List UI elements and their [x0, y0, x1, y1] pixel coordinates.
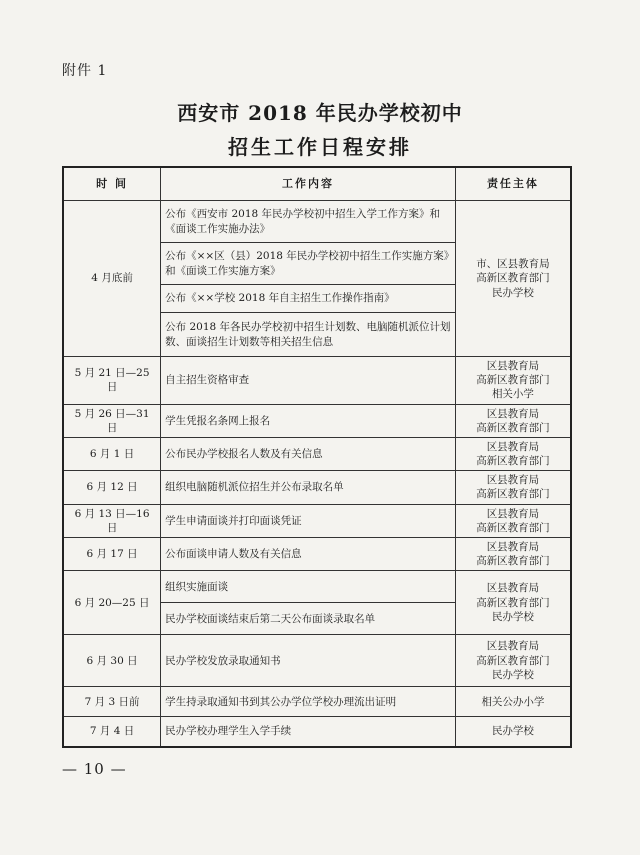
content-cell: 民办学校办理学生入学手续 [161, 717, 456, 747]
responsible-line: 民办学校 [491, 610, 534, 623]
table-row [63, 717, 571, 747]
responsible-cell [455, 471, 571, 504]
content-cell: 公布《××区（县）2018 年民办学校初中招生工作实施方案》和《面谈工作实施方案》 [161, 243, 456, 285]
responsible-line: 区县教育局 [486, 474, 540, 487]
content-cell: 公布 2018 年各民办学校初中招生计划数、电脑随机派位计划数、面谈招生计划数等相关招生信息 [161, 313, 456, 357]
responsible-line: 高新区教育部门 [476, 488, 550, 501]
content-cell: 公布《××学校 2018 年自主招生工作操作指南》 [161, 285, 456, 313]
responsible-line: 高新区教育部门 [476, 654, 550, 667]
content-cell: 学生申请面谈并打印面谈凭证 [161, 504, 456, 537]
header-time: 时 间 [63, 167, 161, 201]
table-row [63, 687, 571, 717]
responsible-line: 高新区教育部门 [476, 374, 550, 387]
schedule-table [62, 166, 572, 748]
responsible-line: 高新区教育部门 [476, 521, 550, 534]
responsible-cell [455, 537, 571, 570]
responsible-cell [455, 504, 571, 537]
table-row [63, 437, 571, 470]
content-cell: 组织实施面谈 [161, 571, 456, 603]
responsible-line: 区县教育局 [486, 640, 540, 653]
responsible-cell [455, 635, 571, 687]
table-row [63, 571, 571, 603]
table-row [63, 201, 571, 243]
page-number: — 10 — [62, 760, 127, 778]
responsible-line: 高新区教育部门 [476, 555, 550, 568]
table-row [63, 471, 571, 504]
responsible-line: 区县教育局 [486, 540, 540, 553]
header-responsible: 责任主体 [455, 167, 571, 201]
responsible-line: 民办学校 [491, 286, 534, 299]
time-cell: 6 月 17 日 [63, 537, 161, 570]
content-cell: 民办学校发放录取通知书 [161, 635, 456, 687]
responsible-line: 区县教育局 [486, 407, 540, 420]
content-cell: 公布《西安市 2018 年民办学校初中招生入学工作方案》和《面谈工作实施办法》 [161, 201, 456, 243]
time-cell: 7 月 3 日前 [63, 687, 161, 717]
responsible-cell [455, 357, 571, 405]
table-row [63, 404, 571, 437]
content-cell: 自主招生资格审查 [161, 357, 456, 405]
content-cell: 学生持录取通知书到其公办学位学校办理流出证明 [161, 687, 456, 717]
responsible-line: 民办学校 [491, 668, 534, 681]
time-cell: 4 月底前 [63, 201, 161, 357]
responsible-line: 区县教育局 [486, 360, 540, 372]
time-cell: 6 月 20—25 日 [63, 571, 161, 635]
table-row [63, 635, 571, 687]
responsible-line: 高新区教育部门 [476, 421, 550, 434]
content-cell: 公布民办学校报名人数及有关信息 [161, 437, 456, 470]
table-row [63, 357, 571, 405]
responsible-line: 高新区教育部门 [476, 455, 550, 468]
content-cell: 学生凭报名条网上报名 [161, 404, 456, 437]
responsible-line: 民办学校 [491, 725, 534, 738]
responsible-line: 相关小学 [491, 388, 534, 401]
time-cell: 6 月 1 日 [63, 437, 161, 470]
responsible-cell [455, 717, 571, 747]
attachment-label: 附件 1 [62, 63, 108, 79]
responsible-line: 区县教育局 [486, 582, 540, 595]
responsible-cell [455, 687, 571, 717]
header-content: 工作内容 [161, 167, 456, 201]
responsible-line: 市、区县教育局 [476, 258, 550, 271]
responsible-line: 相关公办小学 [481, 695, 545, 708]
time-cell: 5 月 26 日—31 日 [63, 404, 161, 437]
content-cell: 民办学校面谈结束后第二天公布面谈录取名单 [161, 603, 456, 635]
time-cell: 6 月 12 日 [63, 471, 161, 504]
responsible-cell [455, 437, 571, 470]
responsible-line: 高新区教育部门 [476, 596, 550, 609]
table-row [63, 504, 571, 537]
time-cell: 5 月 21 日—25 日 [63, 357, 161, 405]
responsible-cell [455, 201, 571, 357]
responsible-line: 区县教育局 [486, 440, 540, 453]
table-header-row [63, 167, 571, 201]
time-cell: 6 月 13 日—16 日 [63, 504, 161, 537]
time-cell: 7 月 4 日 [63, 717, 161, 747]
content-cell: 组织电脑随机派位招生并公布录取名单 [161, 471, 456, 504]
responsible-cell [455, 571, 571, 635]
responsible-line: 高新区教育部门 [476, 272, 550, 285]
document-title-line-2: 招生工作日程安排 [228, 135, 412, 159]
content-cell: 公布面谈申请人数及有关信息 [161, 537, 456, 570]
document-title-line-1: 西安市 2018 年民办学校初中 [177, 101, 463, 125]
time-cell: 6 月 30 日 [63, 635, 161, 687]
responsible-line: 区县教育局 [486, 507, 540, 520]
table-row [63, 537, 571, 570]
responsible-cell [455, 404, 571, 437]
